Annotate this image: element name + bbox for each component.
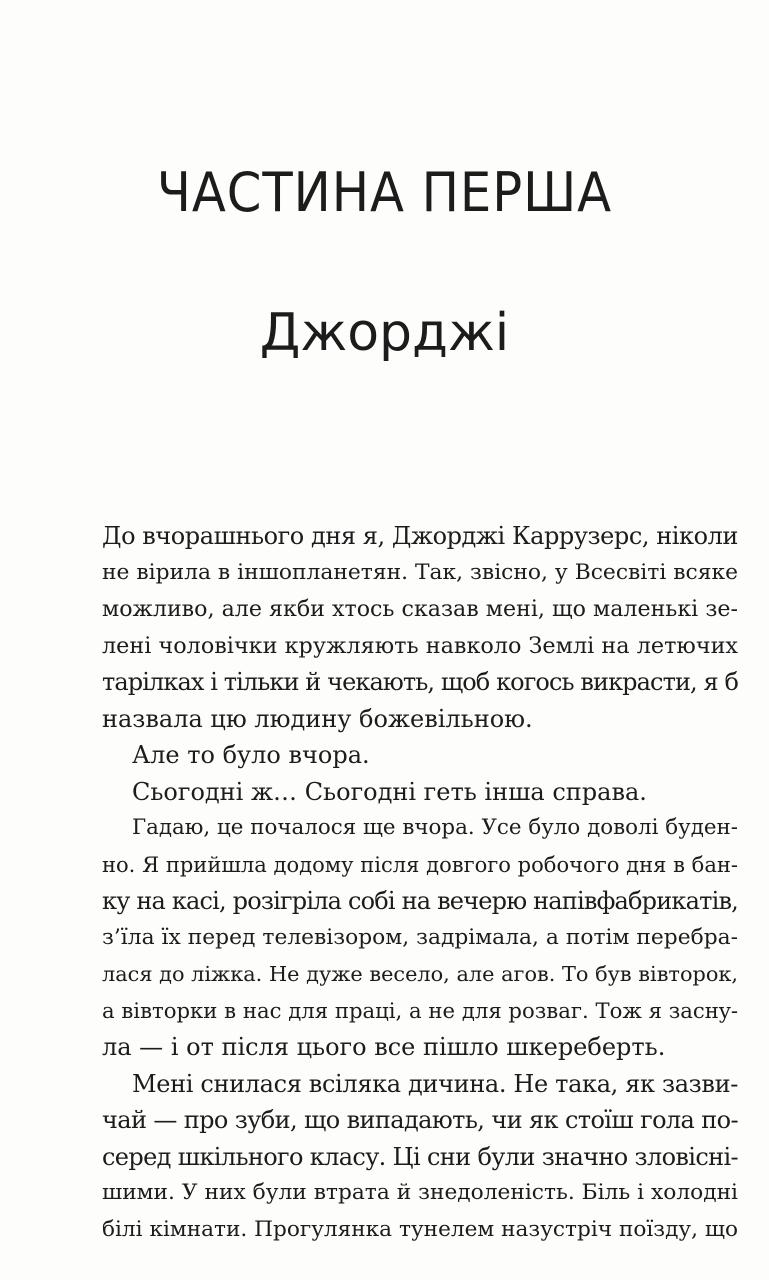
text-line: тарілках і тільки й чекають, щоб когось викрасти, я б xyxy=(102,668,739,696)
chapter-title: Джорджі xyxy=(259,303,510,363)
text-line: чай — про зуби, що випадають, чи як стоїш гола по- xyxy=(102,1106,739,1134)
part-title: ЧАСТИНА ПЕРША xyxy=(156,161,613,224)
text-line: ла — і от після цього все пішло шкереберть. xyxy=(102,1033,666,1061)
text-line: Гадаю, це почалося ще вчора. Усе було доволі буден- xyxy=(132,815,738,840)
text-line: ку на касі, розігріла собі на вечерю напівфабрикатів, xyxy=(102,887,738,915)
text-line: шими. У них були втрата й знедоленість. Біль і холодні xyxy=(102,1180,738,1205)
text-line: а вівторки в нас для праці, а не для розваг. Тож я заснy- xyxy=(102,997,738,1023)
text-line: До вчорашнього дня я, Джорджі Каррузерс, ніколи xyxy=(102,522,738,550)
text-line: лася до ліжка. Не дуже весело, але агов. То був вівторок, xyxy=(102,962,738,986)
text-line: но. Я прийшла додому після довгого робочого дня в бан- xyxy=(102,851,738,877)
text-line: білі кімнати. Прогулянка тунелем назустріч поїзду, що xyxy=(102,1216,738,1242)
text-line: Сьогодні ж… Сьогодні геть інша справа. xyxy=(132,777,647,806)
text-line: Але то було вчора. xyxy=(132,741,370,769)
text-line: серед шкільного класу. Ці сни були значно зловісні- xyxy=(102,1142,738,1171)
text-line: Мені снилася всіляка дичина. Не така, як зазви- xyxy=(132,1069,739,1098)
body-text xyxy=(102,518,738,1248)
text-line: назвала цю людину божевільною. xyxy=(102,704,533,733)
text-line: з’їла їх перед телевізором, задрімала, а потім перебра- xyxy=(102,924,738,950)
text-line: лені чоловічки кружляють навколо Землі на летючих xyxy=(102,632,738,659)
text-line: не вірила в іншопланетян. Так, звісно, у Всесвіті всяке xyxy=(102,559,738,585)
text-line: можливо, але якби хтось сказав мені, що маленькі зе- xyxy=(102,596,738,622)
